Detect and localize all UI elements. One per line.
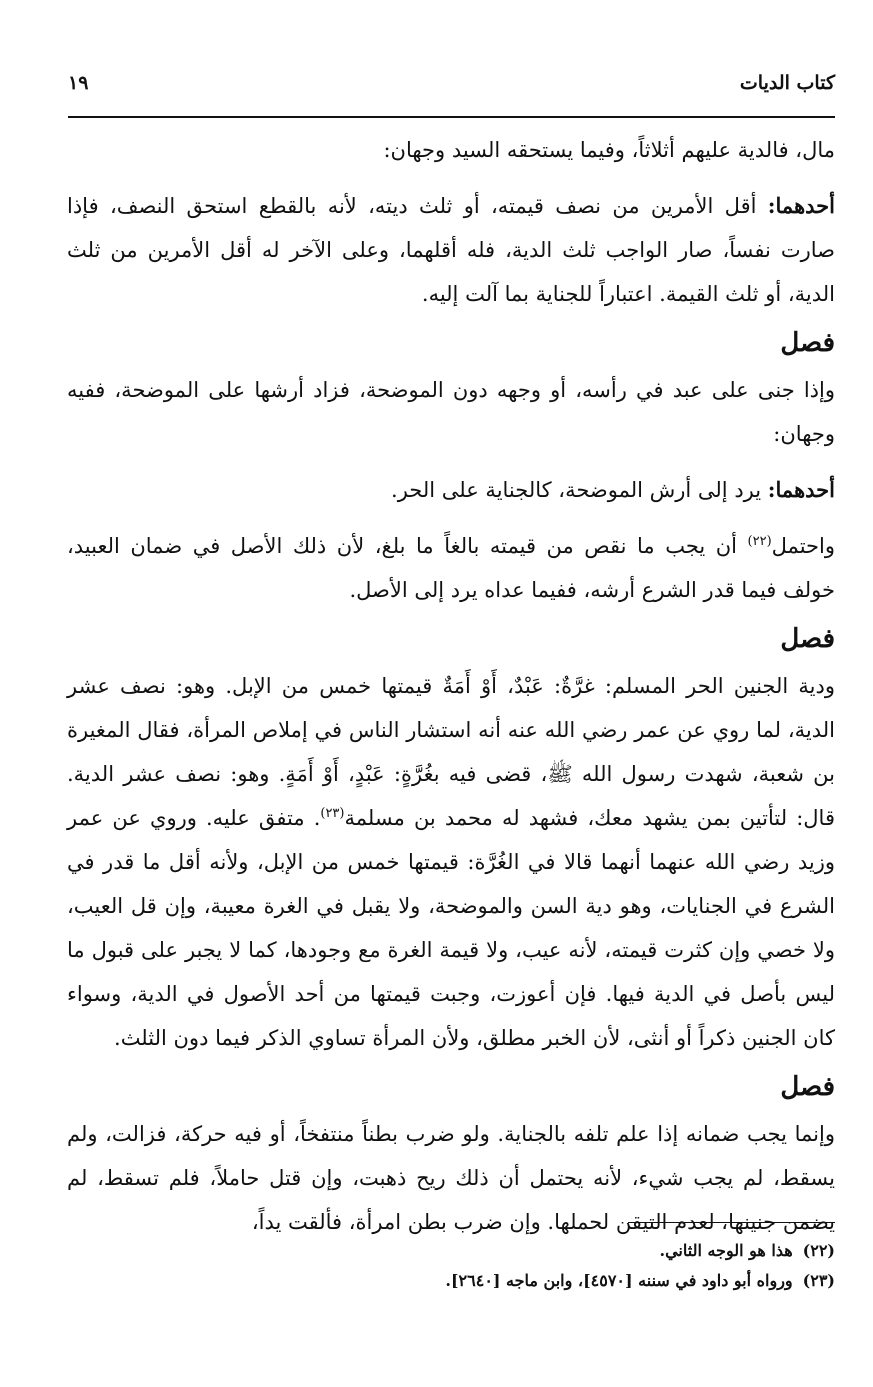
paragraph-text: يرد إلى أرش الموضحة، كالجناية على الحر.	[391, 478, 768, 502]
paragraph-text: أن يجب ما نقص من قيمته بالغاً ما بلغ، لأن ذلك الأصل في ضمان العبيد، خولف فيما قدر الشرع أرشه، ففيما عداه يرد إلى الأصل.	[67, 534, 835, 602]
footnote-number: (٢٣)	[802, 1271, 835, 1290]
paragraph-text: أقل الأمرين من نصف قيمته، أو ثلث ديته، لأنه بالقطع استحق النصف، فإذا صارت نفساً، صار الواجب ثلث الدية، فله أقلهما، وعلى الآخر له أقل الأمرين من ثلث الدية، أو ثلث القيمة. اعتباراً للجناية بما آلت إليه.	[67, 194, 835, 306]
footnote-item	[67, 1236, 835, 1266]
header-rule	[68, 116, 835, 118]
footnote-ref[interactable]: (٢٣)	[320, 806, 345, 821]
footnote-rule	[628, 1222, 835, 1223]
paragraph-text: ودية الجنين الحر المسلم: غرَّةٌ: عَبْدٌ، أَوْ أَمَةٌ قيمتها خمس من الإبل. وهو: نصف عشر الدية، لما روي عن عمر رضي الله عنه أنه استشار الناس في إملاص المرأة، فقال المغيرة بن شعبة، شهدت رسول الله ﷺ، قضى فيه بغُرَّةٍ: عَبْدٍ، أَوْ أَمَةٍ. وهو: نصف عشر الدية. قال: لتأتين بمن يشهد معك، فشهد له محمد بن مسلمة	[67, 674, 835, 830]
paragraph	[67, 524, 835, 612]
paragraph: وإنما يجب ضمانه إذا علم تلفه بالجناية. ولو ضرب بطناً منتفخاً، أو فيه حركة، فزالت، ولم يسقط، لم يجب شيء، لأنه يحتمل أن ذلك ريح ذهبت، وإن قتل حاملاً، فلم تسقط، لم يضمن جنينها، لعدم التيقن لحملها. وإن ضرب بطن امرأة، فألقت يداً،	[67, 1122, 835, 1234]
section-heading: فصل	[780, 624, 835, 654]
paragraph	[67, 184, 835, 316]
footnote-number: (٢٢)	[802, 1241, 835, 1260]
book-title: كتاب الديات	[739, 72, 835, 94]
section-heading: فصل	[780, 328, 835, 358]
paragraph: وإذا جنى على عبد في رأسه، أو وجهه دون الموضحة، فزاد أرشها على الموضحة، ففيه وجهان:	[67, 378, 835, 446]
paragraph-term: أحدهما:	[767, 193, 835, 218]
paragraph-text: واحتمل	[771, 534, 835, 558]
main-text	[67, 128, 835, 1244]
intro-paragraph: مال، فالدية عليهم أثلاثاً، وفيما يستحقه السيد وجهان:	[383, 138, 835, 162]
footnote-ref[interactable]: (٢٢)	[747, 534, 772, 549]
section-heading: فصل	[780, 1072, 835, 1102]
paragraph-text: . متفق عليه. وروي عن عمر وزيد رضي الله عنهما أنهما قالا في الغُرَّة: قيمتها خمس من الإبل، ولأنه أقل ما قدر في الشرع في الجنايات، وهو دية السن والموضحة، ولا يقبل في الغرة معيبة، وإن قل العيب، ولا خصي وإن كثرت قيمته، لأنه عيب، ولا قيمة الغرة مع وجودها، كما لا يجبر على قبول ما ليس بأصل في الدية فيها. فإن أعوزت، وجبت قيمتها من أحد الأصول في الدية، وسواء كان الجنين ذكراً أو أنثى، لأن الخبر مطلق، ولأن المرأة تساوي الذكر فيما دون الثلث.	[67, 806, 835, 1050]
footnotes	[67, 1236, 835, 1296]
page-number: ١٩	[68, 72, 89, 94]
paragraph	[67, 664, 835, 1060]
running-header	[68, 66, 835, 100]
footnote-item	[67, 1266, 835, 1296]
paragraph-term: أحدهما:	[767, 477, 835, 502]
footnote-text: هذا هو الوجه الثاني.	[659, 1241, 793, 1260]
footnote-text: ورواه أبو داود في سننه [٤٥٧٠]، وابن ماجه [٢٦٤٠].	[445, 1271, 793, 1290]
paragraph	[67, 468, 835, 512]
